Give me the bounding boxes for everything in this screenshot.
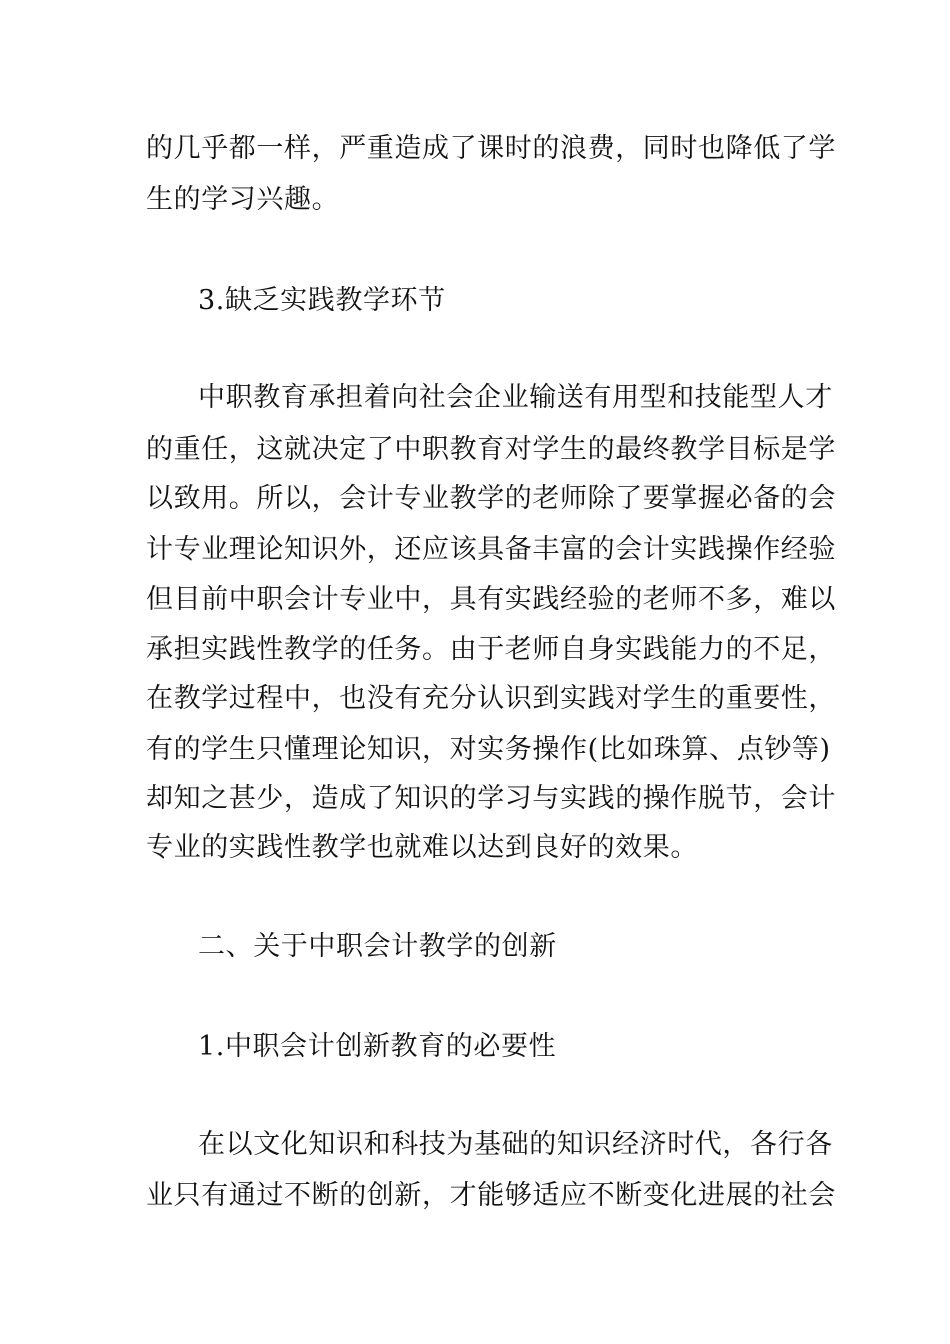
paragraph-line: 的重任，这就决定了中职教育对学生的最终教学目标是学: [146, 434, 836, 465]
paragraph-line: 承担实践性教学的任务。由于老师自身实践能力的不足，: [146, 634, 836, 665]
paragraph-line: 有的学生只懂理论知识，对实务操作(比如珠算、点钞等): [146, 734, 831, 765]
paragraph-line: 业只有通过不断的创新，才能够适应不断变化进展的社会: [146, 1180, 836, 1211]
subheading: 1.中职会计创新教育的必要性: [198, 1031, 557, 1062]
paragraph-line: 的几乎都一样，严重造成了课时的浪费，同时也降低了学: [146, 133, 836, 164]
paragraph-line: 在以文化知识和科技为基础的知识经济时代，各行各: [198, 1129, 833, 1160]
paragraph-line: 在教学过程中，也没有充分认识到实践对学生的重要性，: [146, 683, 836, 714]
paragraph-line: 中职教育承担着向社会企业输送有用型和技能型人才: [198, 382, 833, 413]
paragraph-line: 以致用。所以，会计专业教学的老师除了要掌握必备的会: [146, 483, 836, 514]
paragraph-line: 计专业理论知识外，还应该具备丰富的会计实践操作经验: [146, 534, 836, 565]
paragraph-line: 专业的实践性教学也就难以达到良好的效果。: [146, 832, 698, 863]
paragraph-line: 但目前中职会计专业中，具有实践经验的老师不多，难以: [146, 584, 836, 615]
paragraph-line: 生的学习兴趣。: [146, 184, 340, 215]
paragraph-line: 却知之甚少，造成了知识的学习与实践的操作脱节，会计: [146, 783, 836, 814]
section-heading: 二、关于中职会计教学的创新: [198, 931, 557, 962]
subheading: 3.缺乏实践教学环节: [198, 285, 446, 316]
